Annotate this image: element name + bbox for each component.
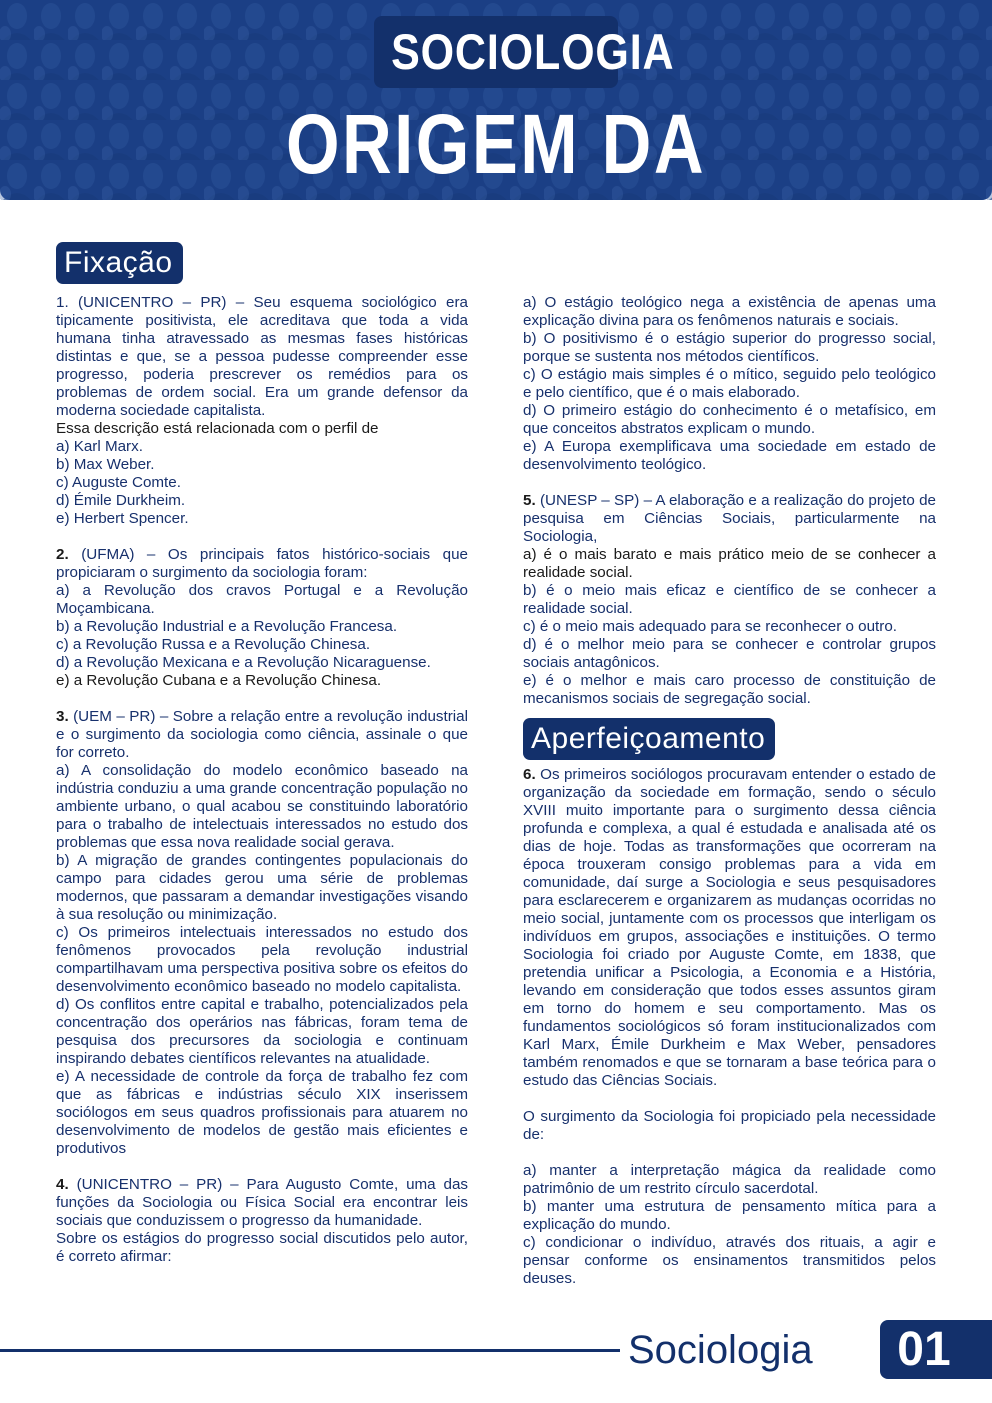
option-e: e) Herbert Spencer.	[56, 510, 189, 527]
question-prompt: O surgimento da Sociologia foi propiciado pela necessidade de:	[523, 1108, 936, 1143]
option-b: b) A migração de grandes contingentes populacionais do campo para cidades gerou uma série de problemas modernos, que passaram a demandar investigações visando à sua resolução ou minimização.	[56, 852, 468, 923]
left-column	[56, 242, 468, 1266]
page-number: 01	[897, 1323, 951, 1376]
option-c: c) O estágio mais simples é o mítico, seguido pelo teológico e pelo científico, que é o mais elaborado.	[523, 366, 936, 401]
question-3	[56, 708, 468, 1158]
option-a: a) Karl Marx.	[56, 438, 143, 455]
question-text: – Seu esquema sociológico era tipicamente positivista, ele acreditava que toda a vida humana tinha atravessado as mesmas fases históricas distintas e que, se a pessoa pudesse compreender esse progresso, poderia prescrever os remédios para os problemas de ordem social. Era um grande defensor da moderna sociedade capitalista.	[56, 294, 468, 419]
option-d: d) Émile Durkheim.	[56, 492, 186, 509]
option-e: e) é o melhor e mais caro processo de constituição de mecanismos sociais de segregação social.	[523, 672, 936, 707]
question-2	[56, 546, 468, 690]
section-heading-aperfeicoamento: Aperfeiçoamento	[523, 718, 775, 760]
question-text: (UNESP – SP) – A elaboração e a realização do projeto de pesquisa em Ciências Sociais, particularmente na Sociologia,	[523, 492, 936, 545]
question-prompt: Essa descrição está relacionada com o perfil de	[56, 420, 379, 437]
option-b: b) O positivismo é o estágio superior do progresso social, porque se sustenta nos métodos científicos.	[523, 330, 936, 365]
question-text: (UNICENTRO – PR) – Para Augusto Comte, uma das funções da Sociologia ou Física Social era encontrar leis sociais que conduzissem o progresso da humanidade.	[56, 1176, 468, 1229]
question-6	[523, 766, 936, 1288]
question-4	[56, 1176, 468, 1266]
page-title: ORIGEM DA SOCIOLOGIA	[263, 97, 729, 291]
option-e: e) A Europa exemplificava uma sociedade em estado de desenvolvimento teológico.	[523, 438, 936, 473]
option-a: a) manter a interpretação mágica da realidade como patrimônio de um restrito círculo sacerdotal.	[523, 1162, 936, 1197]
question-text: Os primeiros sociólogos procuravam entender o estado de organização da sociedade em formação, sendo o século XVIII muito importante para o surgimento dessa ciência profunda e complexa, a qual é estudada e analisada até os dias de hoje. Todas as transformações que ocorreram na época trouxeram consigo problemas para a vida em comunidade, daí surge a Sociologia e seus pesquisadores para esclarecerem e organizarem as mudanças ocorridas no meio social, juntamente com os processos que interligam os indivíduos em grupos, associações e instituições. O termo Sociologia foi criado por Auguste Comte, em 1838, que pretendia unificar a Psicologia, a Economia e a História, levando em consideração que todos esses assuntos giram em torno do homem e seu comportamento. Mas os fundamentos sociológicos só foram institucionalizados com Karl Marx, Émile Durkheim e Max Weber, pensadores também renomados e que se tornaram a base teórica para o estudo das Ciências Sociais.	[523, 766, 936, 1089]
question-number: 4.	[56, 1176, 69, 1193]
option-b: b) é o meio mais eficaz e científico de se conhecer a realidade social.	[523, 582, 936, 617]
option-a: a) a Revolução dos cravos Portugal e a Revolução Moçambicana.	[56, 582, 468, 617]
question-number: 2.	[56, 546, 69, 563]
question-text: (UFMA) – Os principais fatos histórico-sociais que propiciaram o surgimento da sociologia foram:	[56, 546, 468, 581]
option-b: b) Max Weber.	[56, 456, 155, 473]
option-c: c) Os primeiros intelectuais interessados no estudo dos fenômenos provocados pela revolução industrial compartilhavam uma perspectiva positiva sobre os efeitos do desenvolvimento econômico baseado no modelo capitalista.	[56, 924, 468, 995]
question-number: 3.	[56, 708, 69, 725]
question-4-options	[523, 294, 936, 474]
option-b: b) a Revolução Industrial e a Revolução Francesa.	[56, 618, 398, 635]
option-d: d) é o melhor meio para se conhecer e controlar grupos sociais antagônicos.	[523, 636, 936, 671]
option-e: e) a Revolução Cubana e a Revolução Chinesa.	[56, 672, 382, 689]
option-a: a) é o mais barato e mais prático meio de se conhecer a realidade social.	[523, 546, 936, 581]
question-1	[56, 294, 468, 528]
question-number: 1.	[56, 294, 69, 311]
option-d: d) O primeiro estágio do conhecimento é o metafísico, em que conceitos abstratos explicam o mundo.	[523, 402, 936, 437]
option-c: c) é o meio mais adequado para se reconhecer o outro.	[523, 618, 897, 635]
right-column	[523, 294, 936, 1288]
option-d: d) a Revolução Mexicana e a Revolução Nicaraguense.	[56, 654, 431, 671]
footer-subject: Sociologia	[628, 1328, 813, 1372]
question-prompt: Sobre os estágios do progresso social discutidos pelo autor, é correto afirmar:	[56, 1230, 468, 1265]
option-a: a) A consolidação do modelo econômico baseado na indústria conduziu a uma grande concentração população no ambiente urbano, o qual acabou se constituindo laboratório para o trabalho de intelectuais interessados no estudo dos problemas que essa nova realidade social gerava.	[56, 762, 468, 851]
question-text: (UEM – PR) – Sobre a relação entre a revolução industrial e o surgimento da sociologia como ciência, assinale o que for correto.	[56, 708, 468, 761]
option-d: d) Os conflitos entre capital e trabalho, potencializados pela concentração dos operários nas fábricas, foram tema de pesquisa dos precursores da sociologia e continuam inspirando debates científicos relevantes na atualidade.	[56, 996, 468, 1067]
footer-divider	[0, 1349, 620, 1352]
subject-label: SOCIOLOGIA	[391, 24, 675, 80]
question-5	[523, 492, 936, 708]
question-number: 6.	[523, 766, 536, 783]
question-number: 5.	[523, 492, 536, 509]
section-heading-fixacao: Fixação	[56, 242, 183, 284]
question-source: (UNICENTRO – PR)	[77, 294, 227, 311]
option-a: a) O estágio teológico nega a existência de apenas uma explicação divina para os fenômenos naturais e sociais.	[523, 294, 936, 329]
option-e: e) A necessidade de controle da força de trabalho fez com que as fábricas e indústrias século XIX inserissem sociólogos em seus quadros profissionais para atuarem no desenvolvimento de modelos de gestão mais eficientes e produtivos	[56, 1068, 468, 1157]
option-b: b) manter uma estrutura de pensamento mítica para a explicação do mundo.	[523, 1198, 936, 1233]
option-c: c) condicionar o indivíduo, através dos rituais, a agir e pensar conforme os ensinamentos transmitidos pelos deuses.	[523, 1234, 936, 1287]
option-c: c) Auguste Comte.	[56, 474, 181, 491]
option-c: c) a Revolução Russa e a Revolução Chinesa.	[56, 636, 371, 653]
